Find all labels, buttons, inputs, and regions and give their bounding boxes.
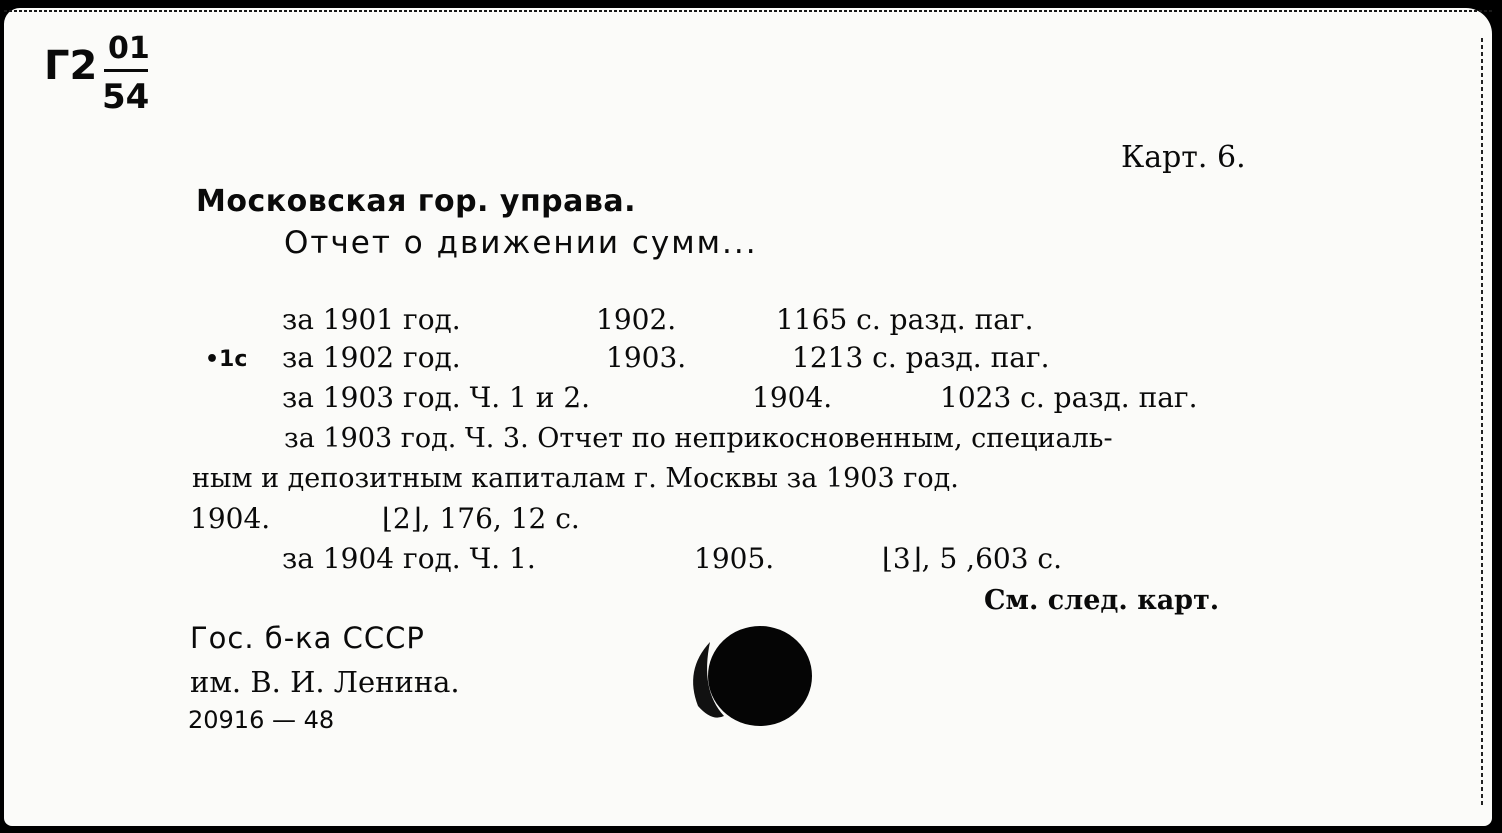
- entry-2-period: за 1902 год.: [282, 341, 461, 374]
- call-number-numerator: 01: [108, 31, 150, 66]
- call-number-denominator: 54: [102, 77, 150, 117]
- entry-1-period: за 1901 год.: [282, 303, 461, 336]
- entry-4-line-2: ным и депозитным капиталам г. Москвы за 1903 год.: [192, 463, 959, 494]
- entry-1-pages: 1165 с. разд. паг.: [776, 303, 1034, 336]
- call-number-prefix: Г2: [44, 43, 98, 89]
- library-line-1: Гос. б-ка СССР: [190, 621, 425, 655]
- entry-3-year: 1904.: [752, 381, 833, 414]
- entry-3-pages: 1023 с. разд. паг.: [940, 381, 1198, 414]
- library-code: 20916 — 48: [188, 706, 335, 734]
- call-number-fraction-bar: [104, 69, 148, 72]
- entry-2-handwritten-mark: •1с: [205, 347, 248, 372]
- see-next-card: См. след. карт.: [984, 585, 1220, 616]
- author-heading: Московская гор. управа.: [196, 184, 637, 219]
- entry-5-year: 1905.: [694, 542, 775, 575]
- card-number: Карт. 6.: [1121, 140, 1246, 175]
- punch-hole: [676, 620, 818, 732]
- library-line-2: им. В. И. Ленина.: [190, 665, 460, 699]
- entry-2-pages: 1213 с. разд. паг.: [792, 341, 1050, 374]
- entry-1-year: 1902.: [596, 303, 677, 336]
- title-line: Отчет о движении сумм...: [284, 225, 758, 261]
- entry-4-line-1: за 1903 год. Ч. 3. Отчет по неприкосновенным, специаль-: [284, 423, 1113, 454]
- entry-5-details: ⌊3⌋, 5 ,603 с.: [882, 542, 1063, 575]
- entry-2-year: 1903.: [606, 341, 687, 374]
- entry-4-year: 1904.: [190, 502, 271, 535]
- entry-4-details: ⌊2⌋, 176, 12 с.: [382, 502, 580, 535]
- entry-5-period: за 1904 год. Ч. 1.: [282, 542, 536, 575]
- entry-3-period: за 1903 год. Ч. 1 и 2.: [282, 381, 591, 414]
